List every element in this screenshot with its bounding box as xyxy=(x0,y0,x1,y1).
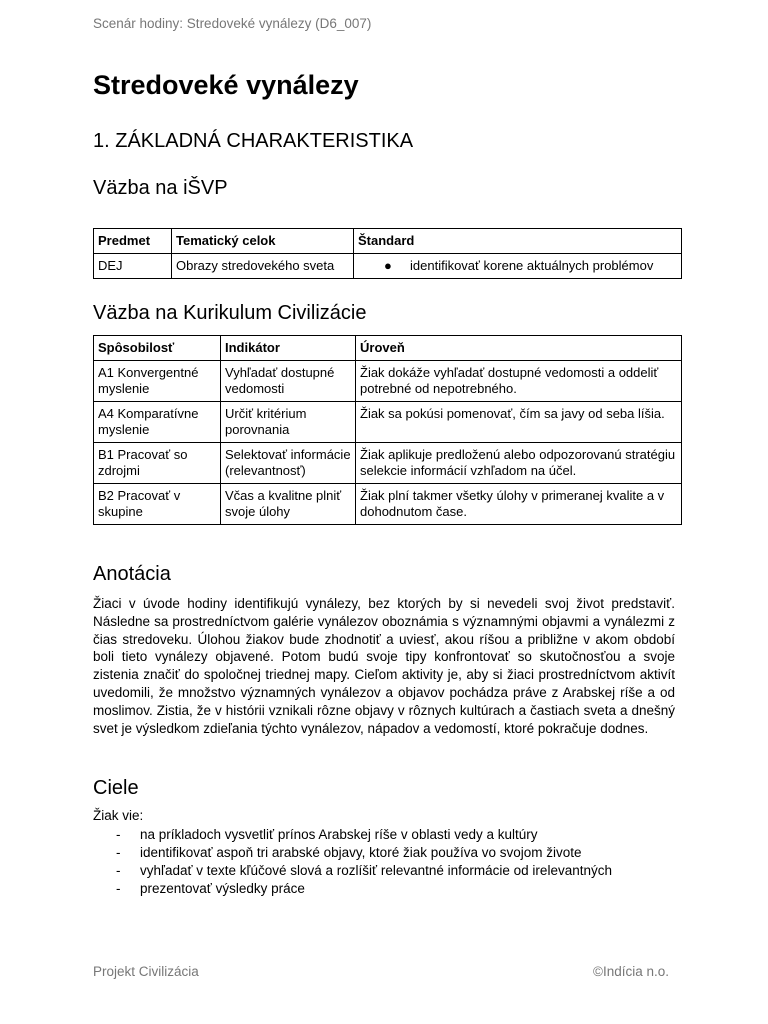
cell-indicator: Určiť kritérium porovnania xyxy=(221,402,356,443)
cell-skill: B1 Pracovať so zdrojmi xyxy=(94,443,221,484)
goals-list xyxy=(93,826,612,898)
table-row xyxy=(94,484,682,525)
kurikulum-table xyxy=(93,335,682,525)
table-row xyxy=(94,443,682,484)
goal-text: vyhľadať v texte kľúčové slová a rozlíšiť relevantné informácie od irelevantných xyxy=(140,863,612,878)
footer-project: Projekt Civilizácia xyxy=(93,964,199,979)
bullet-marker: ● xyxy=(384,258,392,273)
ciele-heading: Ciele xyxy=(93,777,139,799)
table-header-row xyxy=(94,229,682,254)
goal-text: na príkladoch vysvetliť prínos Arabskej ríše v oblasti vedy a kultúry xyxy=(140,827,538,842)
footer-copyright: ©Indícia n.o. xyxy=(593,964,669,979)
dash-marker: - xyxy=(116,863,121,878)
cell-indicator: Včas a kvalitne plniť svoje úlohy xyxy=(221,484,356,525)
cell-indicator: Selektovať informácie (relevantnosť) xyxy=(221,443,356,484)
running-header: Scenár hodiny: Stredoveké vynálezy (D6_007) xyxy=(93,16,372,31)
dash-marker: - xyxy=(116,845,121,860)
section-heading-basic: 1. ZÁKLADNÁ CHARAKTERISTIKA xyxy=(93,130,414,152)
col-header-celok: Tematický celok xyxy=(172,229,354,254)
anotacia-paragraph: Žiaci v úvode hodiny identifikujú vynálezy, bez ktorých by si nevedeli svoj život predstaviť. Následne sa prostredníctvom galérie vynálezov oboznámia s významnými objavmi a vynálezmi z čias stredoveku. Úlohou žiakov bude zhodnotiť a uviesť, akou ríšou a približne v akom období boli tieto vynálezy objavené. Potom budú svoje tipy konfrontovať so skutočnosťou a svoje zistenia značiť do spoločnej triednej mapy. Cieľom aktivity je, aby si žiaci prostredníctvom aktivít uvedomili, že množstvo významných vynálezov a objavov pochádza práve z Arabskej ríše a od moslimov. Zistia, že v histórii vznikali rôzne objavy v rôznych kultúrach a častiach sveta a dnešný svet je výsledkom zdieľania týchto vynálezov, nápadov a vedomostí, ktoré pokračuje dodnes. xyxy=(93,596,675,736)
cell-skill: A1 Konvergentné myslenie xyxy=(94,361,221,402)
kurikulum-heading: Väzba na Kurikulum Civilizácie xyxy=(93,302,367,324)
cell-standard xyxy=(354,254,682,279)
cell-celok: Obrazy stredovekého sveta xyxy=(172,254,354,279)
standard-text: identifikovať korene aktuálnych problémov xyxy=(410,258,654,273)
cell-level: Žiak sa pokúsi pomenovať, čím sa javy od seba líšia. xyxy=(356,402,682,443)
table-row xyxy=(94,402,682,443)
cell-indicator: Vyhľadať dostupné vedomosti xyxy=(221,361,356,402)
goal-text: prezentovať výsledky práce xyxy=(140,881,305,896)
col-header-skill: Spôsobilosť xyxy=(94,336,221,361)
list-item xyxy=(93,862,612,880)
col-header-level: Úroveň xyxy=(356,336,682,361)
anotacia-heading: Anotácia xyxy=(93,563,171,585)
list-item xyxy=(93,880,612,898)
goal-text: identifikovať aspoň tri arabské objavy, ktoré žiak používa vo svojom živote xyxy=(140,845,582,860)
cell-level: Žiak plní takmer všetky úlohy v primeranej kvalite a v dohodnutom čase. xyxy=(356,484,682,525)
table-header-row xyxy=(94,336,682,361)
col-header-standard: Štandard xyxy=(354,229,682,254)
table-row xyxy=(94,254,682,279)
list-item xyxy=(93,844,612,862)
isvp-heading: Väzba na iŠVP xyxy=(93,177,228,199)
isvp-table xyxy=(93,228,682,279)
cell-level: Žiak dokáže vyhľadať dostupné vedomosti a oddeliť potrebné od nepotrebného. xyxy=(356,361,682,402)
cell-level: Žiak aplikuje predloženú alebo odpozorovanú stratégiu selekcie informácií vzhľadom na účel. xyxy=(356,443,682,484)
dash-marker: - xyxy=(116,881,121,896)
table-row xyxy=(94,361,682,402)
list-item xyxy=(93,826,612,844)
ciele-lead: Žiak vie: xyxy=(93,808,144,823)
dash-marker: - xyxy=(116,827,121,842)
page-title: Stredoveké vynálezy xyxy=(93,70,359,100)
cell-predmet: DEJ xyxy=(94,254,172,279)
cell-skill: B2 Pracovať v skupine xyxy=(94,484,221,525)
col-header-predmet: Predmet xyxy=(94,229,172,254)
col-header-indicator: Indikátor xyxy=(221,336,356,361)
cell-skill: A4 Komparatívne myslenie xyxy=(94,402,221,443)
